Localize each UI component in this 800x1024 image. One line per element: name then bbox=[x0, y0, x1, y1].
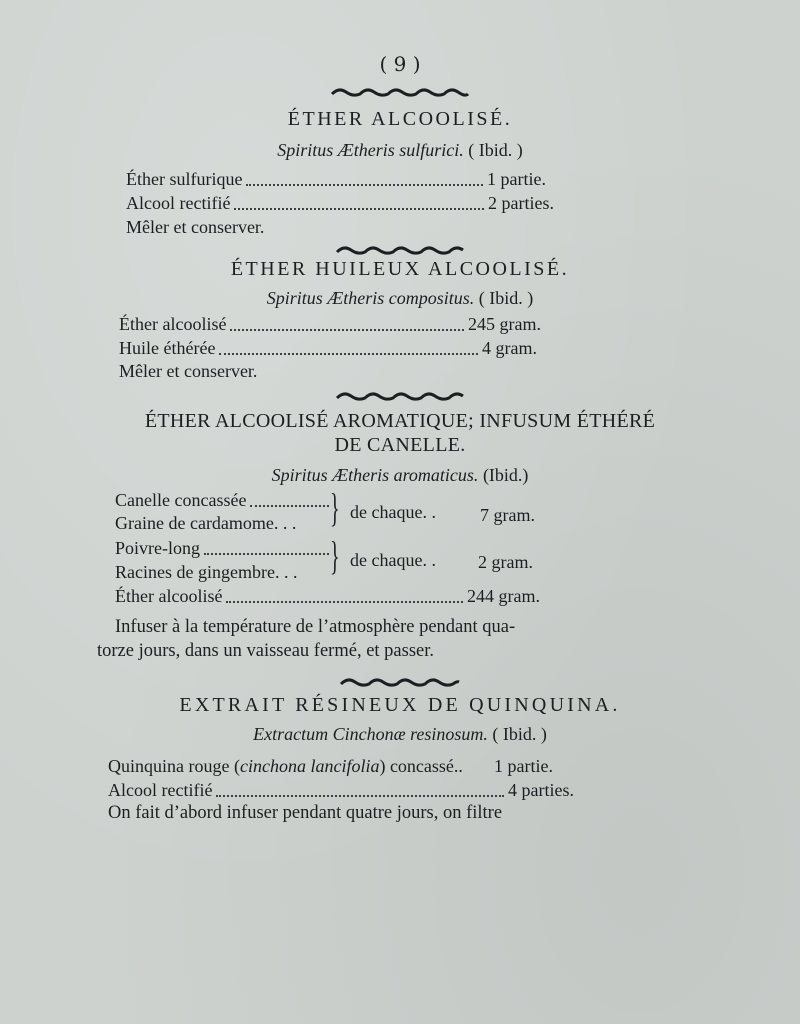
ornamental-rule bbox=[0, 244, 800, 258]
latin-subtitle bbox=[0, 140, 800, 161]
reference: (Ibid.) bbox=[482, 465, 529, 485]
paragraph-line: torze jours, dans un vaisseau fermé, et passer. bbox=[97, 641, 435, 661]
leader-dots bbox=[226, 591, 463, 603]
section-title: ÉTHER HUILEUX ALCOOLISÉ. bbox=[230, 258, 570, 280]
brace: } bbox=[330, 485, 340, 530]
paragraph-line: On fait d’abord infuser pendant quatre jours, on filtre bbox=[108, 803, 503, 823]
leader-dots bbox=[216, 785, 504, 797]
quantity: 244 gram. bbox=[467, 586, 540, 606]
reference: ( Ibid. ) bbox=[478, 288, 534, 308]
leader-dots bbox=[250, 495, 329, 507]
ingredient: Éther sulfurique bbox=[126, 169, 243, 189]
recipe-row bbox=[126, 169, 546, 190]
section-title: ÉTHER ALCOOLISÉ AROMATIQUE; INFUSUM ÉTHÉRÉ bbox=[144, 410, 656, 432]
latin-subtitle bbox=[0, 465, 800, 486]
ingredient: Racines de gingembre. . . bbox=[115, 562, 298, 582]
ingredient: Éther alcoolisé bbox=[115, 586, 223, 606]
section-title: EXTRAIT RÉSINEUX DE QUINQUINA. bbox=[179, 694, 621, 716]
ingredient: Canelle concassée bbox=[115, 490, 247, 510]
page-number: ( 9 ) bbox=[379, 52, 421, 76]
quantity: 4 gram. bbox=[482, 338, 537, 358]
ingredient: Graine de cardamome. . . bbox=[115, 513, 297, 533]
recipe-row bbox=[115, 490, 333, 511]
section-title: ÉTHER ALCOOLISÉ. bbox=[287, 108, 513, 130]
latin-name: Extractum Cinchonæ resinosum. bbox=[253, 724, 488, 744]
ornamental-rule bbox=[0, 676, 800, 690]
latin-subtitle bbox=[0, 288, 800, 309]
latin-name: Spiritus Ætheris sulfurici. bbox=[277, 140, 464, 160]
ingredient: Huile éthérée bbox=[119, 338, 216, 358]
ingredient: Éther alcoolisé bbox=[119, 314, 227, 334]
leader-dots bbox=[234, 198, 484, 210]
instruction: Mêler et conserver. bbox=[126, 217, 265, 237]
reference: ( Ibid. ) bbox=[492, 724, 547, 744]
quantity: 1 partie. bbox=[487, 169, 546, 189]
ingredient: Alcool rectifié bbox=[126, 193, 231, 213]
section-title-continued: DE CANELLE. bbox=[334, 434, 466, 456]
quantity: 2 parties. bbox=[488, 193, 554, 213]
latin-name: Spiritus Ætheris aromaticus. bbox=[271, 465, 479, 485]
recipe-row bbox=[108, 780, 574, 801]
leader-dots bbox=[219, 343, 478, 355]
quantity: 4 parties. bbox=[508, 780, 574, 800]
recipe-row bbox=[115, 586, 540, 607]
quantity: 1 partie. bbox=[494, 756, 553, 776]
leader-dots bbox=[230, 319, 464, 331]
recipe-row bbox=[119, 338, 537, 359]
latin-name: Spiritus Ætheris compositus. bbox=[266, 288, 475, 308]
latin-subtitle bbox=[0, 724, 800, 745]
leader-dots bbox=[204, 543, 329, 555]
ingredient: Alcool rectifié bbox=[108, 780, 213, 800]
recipe-row bbox=[126, 193, 554, 214]
recipe-row bbox=[119, 314, 541, 335]
each-label: de chaque. . bbox=[350, 550, 436, 570]
quantity: 7 gram. bbox=[480, 505, 535, 525]
ornamental-rule bbox=[0, 390, 800, 404]
leader-dots bbox=[246, 174, 483, 186]
instruction: Mêler et conserver. bbox=[119, 361, 258, 381]
each-label: de chaque. . bbox=[350, 502, 436, 522]
recipe-row: Quinquina rouge (cinchona lancifolia) concassé.. bbox=[108, 756, 463, 776]
botanical-name: cinchona lancifolia bbox=[239, 756, 380, 776]
reference: ( Ibid. ) bbox=[468, 140, 523, 160]
ingredient: Poivre-long bbox=[115, 538, 200, 558]
recipe-row bbox=[115, 538, 333, 559]
paragraph-line: Infuser à la température de l’atmosphère pendant qua- bbox=[115, 617, 516, 637]
ornamental-rule bbox=[0, 86, 800, 100]
quantity: 2 gram. bbox=[478, 552, 533, 572]
brace: } bbox=[330, 533, 340, 578]
quantity: 245 gram. bbox=[468, 314, 541, 334]
